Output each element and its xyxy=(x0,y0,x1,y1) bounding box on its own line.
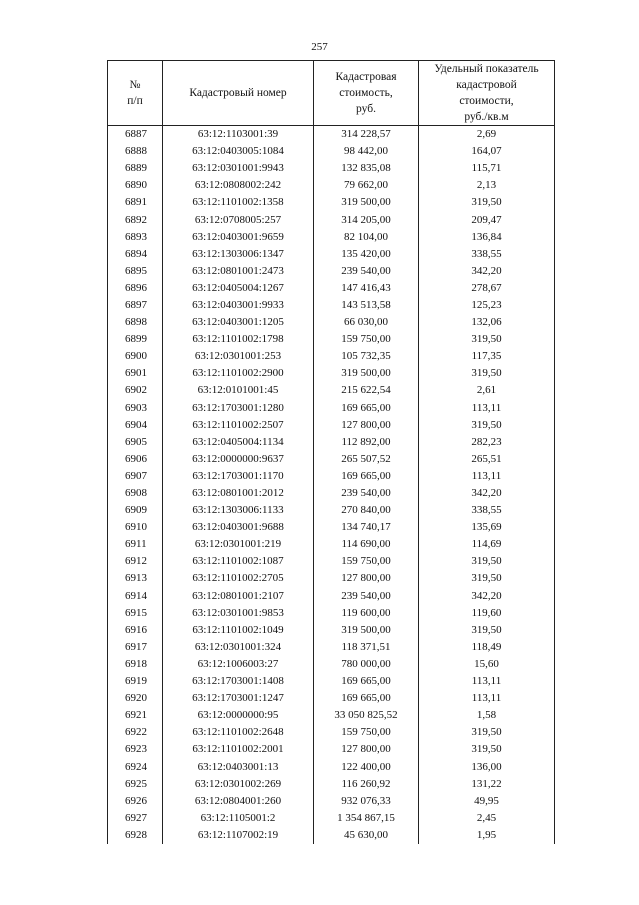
cadastral-table xyxy=(107,60,555,844)
row-num-cell: 6923 xyxy=(108,741,163,758)
row-num-cell: 6903 xyxy=(108,400,163,417)
cadastral-number-cell: 63:12:1703001:1280 xyxy=(163,400,314,417)
table-row xyxy=(108,417,555,434)
cadastral-number-cell: 63:12:0403001:1205 xyxy=(163,314,314,331)
cadastral-cost-cell: 159 750,00 xyxy=(314,331,419,348)
specific-value-cell: 342,20 xyxy=(419,588,555,605)
specific-value-cell: 319,50 xyxy=(419,194,555,211)
cadastral-cost-cell: 169 665,00 xyxy=(314,468,419,485)
table-row xyxy=(108,741,555,758)
specific-value-cell: 2,45 xyxy=(419,810,555,827)
table-row xyxy=(108,656,555,673)
row-num-cell: 6894 xyxy=(108,246,163,263)
row-num-cell: 6906 xyxy=(108,451,163,468)
cadastral-number-cell: 63:12:0301001:219 xyxy=(163,536,314,553)
table-row xyxy=(108,776,555,793)
cadastral-cost-cell: 159 750,00 xyxy=(314,553,419,570)
table-header-row xyxy=(108,61,555,126)
row-num-cell: 6925 xyxy=(108,776,163,793)
row-num-cell: 6910 xyxy=(108,519,163,536)
table-row xyxy=(108,707,555,724)
table-row xyxy=(108,280,555,297)
table-row xyxy=(108,331,555,348)
cadastral-number-cell: 63:12:0403001:9933 xyxy=(163,297,314,314)
row-num-cell: 6898 xyxy=(108,314,163,331)
table-row xyxy=(108,793,555,810)
cadastral-number-cell: 63:12:0808002:242 xyxy=(163,177,314,194)
cadastral-number-cell: 63:12:0801001:2012 xyxy=(163,485,314,502)
cadastral-number-cell: 63:12:0403001:13 xyxy=(163,758,314,775)
cadastral-number-cell: 63:12:0101001:45 xyxy=(163,382,314,399)
row-num-cell: 6899 xyxy=(108,331,163,348)
cadastral-number-cell: 63:12:0403001:9659 xyxy=(163,229,314,246)
row-num-cell: 6904 xyxy=(108,417,163,434)
specific-value-cell: 117,35 xyxy=(419,348,555,365)
specific-value-cell: 119,60 xyxy=(419,605,555,622)
cadastral-number-cell: 63:12:1105001:2 xyxy=(163,810,314,827)
table-row xyxy=(108,365,555,382)
cadastral-number-cell: 63:12:0708005:257 xyxy=(163,211,314,228)
cadastral-cost-cell: 319 500,00 xyxy=(314,365,419,382)
cadastral-number-cell: 63:12:1101002:1358 xyxy=(163,194,314,211)
table-body xyxy=(108,126,555,844)
cadastral-number-cell: 63:12:0405004:1267 xyxy=(163,280,314,297)
cadastral-cost-cell: 114 690,00 xyxy=(314,536,419,553)
cadastral-cost-cell: 239 540,00 xyxy=(314,263,419,280)
cadastral-cost-cell: 265 507,52 xyxy=(314,451,419,468)
specific-value-cell: 113,11 xyxy=(419,673,555,690)
cadastral-cost-cell: 780 000,00 xyxy=(314,656,419,673)
cadastral-cost-cell: 45 630,00 xyxy=(314,827,419,844)
table-row xyxy=(108,348,555,365)
cadastral-cost-cell: 239 540,00 xyxy=(314,588,419,605)
specific-value-cell: 49,95 xyxy=(419,793,555,810)
cadastral-cost-cell: 66 030,00 xyxy=(314,314,419,331)
specific-value-cell: 135,69 xyxy=(419,519,555,536)
row-num-cell: 6890 xyxy=(108,177,163,194)
specific-value-cell: 132,06 xyxy=(419,314,555,331)
cadastral-cost-cell: 147 416,43 xyxy=(314,280,419,297)
header-num-text: № п/п xyxy=(127,79,143,107)
table-row xyxy=(108,588,555,605)
cadastral-number-cell: 63:12:0403001:9688 xyxy=(163,519,314,536)
cadastral-number-cell: 63:12:1101002:1087 xyxy=(163,553,314,570)
cadastral-cost-cell: 122 400,00 xyxy=(314,758,419,775)
cadastral-number-cell: 63:12:1103001:39 xyxy=(163,126,314,144)
specific-value-cell: 125,23 xyxy=(419,297,555,314)
cadastral-cost-cell: 127 800,00 xyxy=(314,741,419,758)
specific-value-cell: 113,11 xyxy=(419,690,555,707)
specific-value-cell: 278,67 xyxy=(419,280,555,297)
cadastral-cost-cell: 319 500,00 xyxy=(314,622,419,639)
row-num-cell: 6907 xyxy=(108,468,163,485)
specific-value-cell: 282,23 xyxy=(419,434,555,451)
cadastral-cost-cell: 319 500,00 xyxy=(314,194,419,211)
table-row xyxy=(108,673,555,690)
table-row xyxy=(108,263,555,280)
header-cadastral-cost xyxy=(314,61,419,126)
specific-value-cell: 118,49 xyxy=(419,639,555,656)
table-row xyxy=(108,400,555,417)
row-num-cell: 6927 xyxy=(108,810,163,827)
table-row xyxy=(108,468,555,485)
cadastral-cost-cell: 82 104,00 xyxy=(314,229,419,246)
specific-value-cell: 342,20 xyxy=(419,263,555,280)
cadastral-number-cell: 63:12:0405004:1134 xyxy=(163,434,314,451)
cadastral-number-cell: 63:12:1101002:1798 xyxy=(163,331,314,348)
cadastral-cost-cell: 169 665,00 xyxy=(314,673,419,690)
table-row xyxy=(108,502,555,519)
cadastral-cost-cell: 932 076,33 xyxy=(314,793,419,810)
cadastral-cost-cell: 119 600,00 xyxy=(314,605,419,622)
table-row xyxy=(108,229,555,246)
specific-value-cell: 113,11 xyxy=(419,400,555,417)
table-row xyxy=(108,451,555,468)
header-specific-value xyxy=(419,61,555,126)
row-num-cell: 6912 xyxy=(108,553,163,570)
table-row xyxy=(108,553,555,570)
row-num-cell: 6917 xyxy=(108,639,163,656)
row-num-cell: 6920 xyxy=(108,690,163,707)
cadastral-number-cell: 63:12:0403005:1084 xyxy=(163,143,314,160)
table-row xyxy=(108,827,555,844)
cadastral-cost-cell: 98 442,00 xyxy=(314,143,419,160)
cadastral-cost-cell: 79 662,00 xyxy=(314,177,419,194)
cadastral-number-cell: 63:12:1703001:1170 xyxy=(163,468,314,485)
cadastral-number-cell: 63:12:1006003:27 xyxy=(163,656,314,673)
cadastral-cost-cell: 116 260,92 xyxy=(314,776,419,793)
row-num-cell: 6905 xyxy=(108,434,163,451)
page-number: 257 xyxy=(311,41,328,53)
row-num-cell: 6892 xyxy=(108,211,163,228)
cadastral-number-cell: 63:12:0301001:9943 xyxy=(163,160,314,177)
table-row xyxy=(108,570,555,587)
table-row xyxy=(108,211,555,228)
table-row xyxy=(108,810,555,827)
specific-value-cell: 164,07 xyxy=(419,143,555,160)
table-row xyxy=(108,194,555,211)
row-num-cell: 6901 xyxy=(108,365,163,382)
row-num-cell: 6914 xyxy=(108,588,163,605)
table-row xyxy=(108,536,555,553)
cadastral-number-cell: 63:12:0801001:2107 xyxy=(163,588,314,605)
cadastral-cost-cell: 105 732,35 xyxy=(314,348,419,365)
row-num-cell: 6922 xyxy=(108,724,163,741)
row-num-cell: 6896 xyxy=(108,280,163,297)
cadastral-number-cell: 63:12:1101002:1049 xyxy=(163,622,314,639)
row-num-cell: 6895 xyxy=(108,263,163,280)
specific-value-cell: 209,47 xyxy=(419,211,555,228)
row-num-cell: 6908 xyxy=(108,485,163,502)
cadastral-number-cell: 63:12:1303006:1133 xyxy=(163,502,314,519)
row-num-cell: 6913 xyxy=(108,570,163,587)
cadastral-number-cell: 63:12:0301001:253 xyxy=(163,348,314,365)
table-row xyxy=(108,622,555,639)
row-num-cell: 6919 xyxy=(108,673,163,690)
header-cadastral-number-text: Кадастровый номер xyxy=(189,87,287,99)
specific-value-cell: 131,22 xyxy=(419,776,555,793)
specific-value-cell: 319,50 xyxy=(419,553,555,570)
specific-value-cell: 2,13 xyxy=(419,177,555,194)
specific-value-cell: 319,50 xyxy=(419,622,555,639)
header-cadastral-number xyxy=(163,61,314,126)
table-row xyxy=(108,485,555,502)
row-num-cell: 6928 xyxy=(108,827,163,844)
specific-value-cell: 114,69 xyxy=(419,536,555,553)
specific-value-cell: 136,00 xyxy=(419,758,555,775)
cadastral-cost-cell: 270 840,00 xyxy=(314,502,419,519)
table-row xyxy=(108,160,555,177)
cadastral-cost-cell: 1 354 867,15 xyxy=(314,810,419,827)
specific-value-cell: 319,50 xyxy=(419,365,555,382)
specific-value-cell: 319,50 xyxy=(419,331,555,348)
cadastral-cost-cell: 169 665,00 xyxy=(314,400,419,417)
cadastral-number-cell: 63:12:0301001:9853 xyxy=(163,605,314,622)
cadastral-number-cell: 63:12:1703001:1408 xyxy=(163,673,314,690)
row-num-cell: 6918 xyxy=(108,656,163,673)
cadastral-number-cell: 63:12:0000000:9637 xyxy=(163,451,314,468)
row-num-cell: 6887 xyxy=(108,126,163,144)
cadastral-cost-cell: 159 750,00 xyxy=(314,724,419,741)
header-specific-value-text: Удельный показатель кадастровой стоимости, руб./кв.м xyxy=(434,63,539,123)
row-num-cell: 6889 xyxy=(108,160,163,177)
cadastral-cost-cell: 127 800,00 xyxy=(314,417,419,434)
table-row xyxy=(108,382,555,399)
cadastral-cost-cell: 135 420,00 xyxy=(314,246,419,263)
cadastral-number-cell: 63:12:1101002:2705 xyxy=(163,570,314,587)
table-row xyxy=(108,639,555,656)
table-row xyxy=(108,690,555,707)
table-row xyxy=(108,143,555,160)
row-num-cell: 6909 xyxy=(108,502,163,519)
specific-value-cell: 2,61 xyxy=(419,382,555,399)
cadastral-cost-cell: 112 892,00 xyxy=(314,434,419,451)
table-row xyxy=(108,724,555,741)
specific-value-cell: 319,50 xyxy=(419,417,555,434)
cadastral-number-cell: 63:12:1101002:2507 xyxy=(163,417,314,434)
specific-value-cell: 136,84 xyxy=(419,229,555,246)
cadastral-number-cell: 63:12:1703001:1247 xyxy=(163,690,314,707)
specific-value-cell: 15,60 xyxy=(419,656,555,673)
specific-value-cell: 319,50 xyxy=(419,570,555,587)
row-num-cell: 6926 xyxy=(108,793,163,810)
table-row xyxy=(108,758,555,775)
row-num-cell: 6902 xyxy=(108,382,163,399)
cadastral-number-cell: 63:12:0804001:260 xyxy=(163,793,314,810)
cadastral-number-cell: 63:12:1101002:2001 xyxy=(163,741,314,758)
cadastral-number-cell: 63:12:0301001:324 xyxy=(163,639,314,656)
row-num-cell: 6888 xyxy=(108,143,163,160)
row-num-cell: 6891 xyxy=(108,194,163,211)
specific-value-cell: 319,50 xyxy=(419,741,555,758)
specific-value-cell: 1,58 xyxy=(419,707,555,724)
cadastral-cost-cell: 132 835,08 xyxy=(314,160,419,177)
cadastral-number-cell: 63:12:0000000:95 xyxy=(163,707,314,724)
specific-value-cell: 115,71 xyxy=(419,160,555,177)
cadastral-cost-cell: 134 740,17 xyxy=(314,519,419,536)
row-num-cell: 6911 xyxy=(108,536,163,553)
cadastral-cost-cell: 127 800,00 xyxy=(314,570,419,587)
cadastral-cost-cell: 314 205,00 xyxy=(314,211,419,228)
table-row xyxy=(108,297,555,314)
specific-value-cell: 338,55 xyxy=(419,246,555,263)
row-num-cell: 6915 xyxy=(108,605,163,622)
cadastral-cost-cell: 314 228,57 xyxy=(314,126,419,144)
cadastral-cost-cell: 33 050 825,52 xyxy=(314,707,419,724)
specific-value-cell: 2,69 xyxy=(419,126,555,144)
specific-value-cell: 342,20 xyxy=(419,485,555,502)
cadastral-number-cell: 63:12:1107002:19 xyxy=(163,827,314,844)
row-num-cell: 6921 xyxy=(108,707,163,724)
specific-value-cell: 265,51 xyxy=(419,451,555,468)
header-num xyxy=(108,61,163,126)
table-row xyxy=(108,434,555,451)
specific-value-cell: 1,95 xyxy=(419,827,555,844)
table-row xyxy=(108,246,555,263)
cadastral-number-cell: 63:12:0801001:2473 xyxy=(163,263,314,280)
row-num-cell: 6924 xyxy=(108,758,163,775)
cadastral-cost-cell: 143 513,58 xyxy=(314,297,419,314)
specific-value-cell: 113,11 xyxy=(419,468,555,485)
row-num-cell: 6900 xyxy=(108,348,163,365)
table-row xyxy=(108,177,555,194)
table-row xyxy=(108,519,555,536)
cadastral-cost-cell: 118 371,51 xyxy=(314,639,419,656)
specific-value-cell: 338,55 xyxy=(419,502,555,519)
cadastral-cost-cell: 215 622,54 xyxy=(314,382,419,399)
specific-value-cell: 319,50 xyxy=(419,724,555,741)
cadastral-number-cell: 63:12:1303006:1347 xyxy=(163,246,314,263)
row-num-cell: 6916 xyxy=(108,622,163,639)
table-row xyxy=(108,314,555,331)
row-num-cell: 6897 xyxy=(108,297,163,314)
cadastral-cost-cell: 239 540,00 xyxy=(314,485,419,502)
table-row xyxy=(108,605,555,622)
cadastral-cost-cell: 169 665,00 xyxy=(314,690,419,707)
row-num-cell: 6893 xyxy=(108,229,163,246)
header-cadastral-cost-text: Кадастровая стоимость, руб. xyxy=(335,71,397,115)
cadastral-number-cell: 63:12:0301002:269 xyxy=(163,776,314,793)
table-row xyxy=(108,126,555,144)
cadastral-number-cell: 63:12:1101002:2648 xyxy=(163,724,314,741)
cadastral-number-cell: 63:12:1101002:2900 xyxy=(163,365,314,382)
